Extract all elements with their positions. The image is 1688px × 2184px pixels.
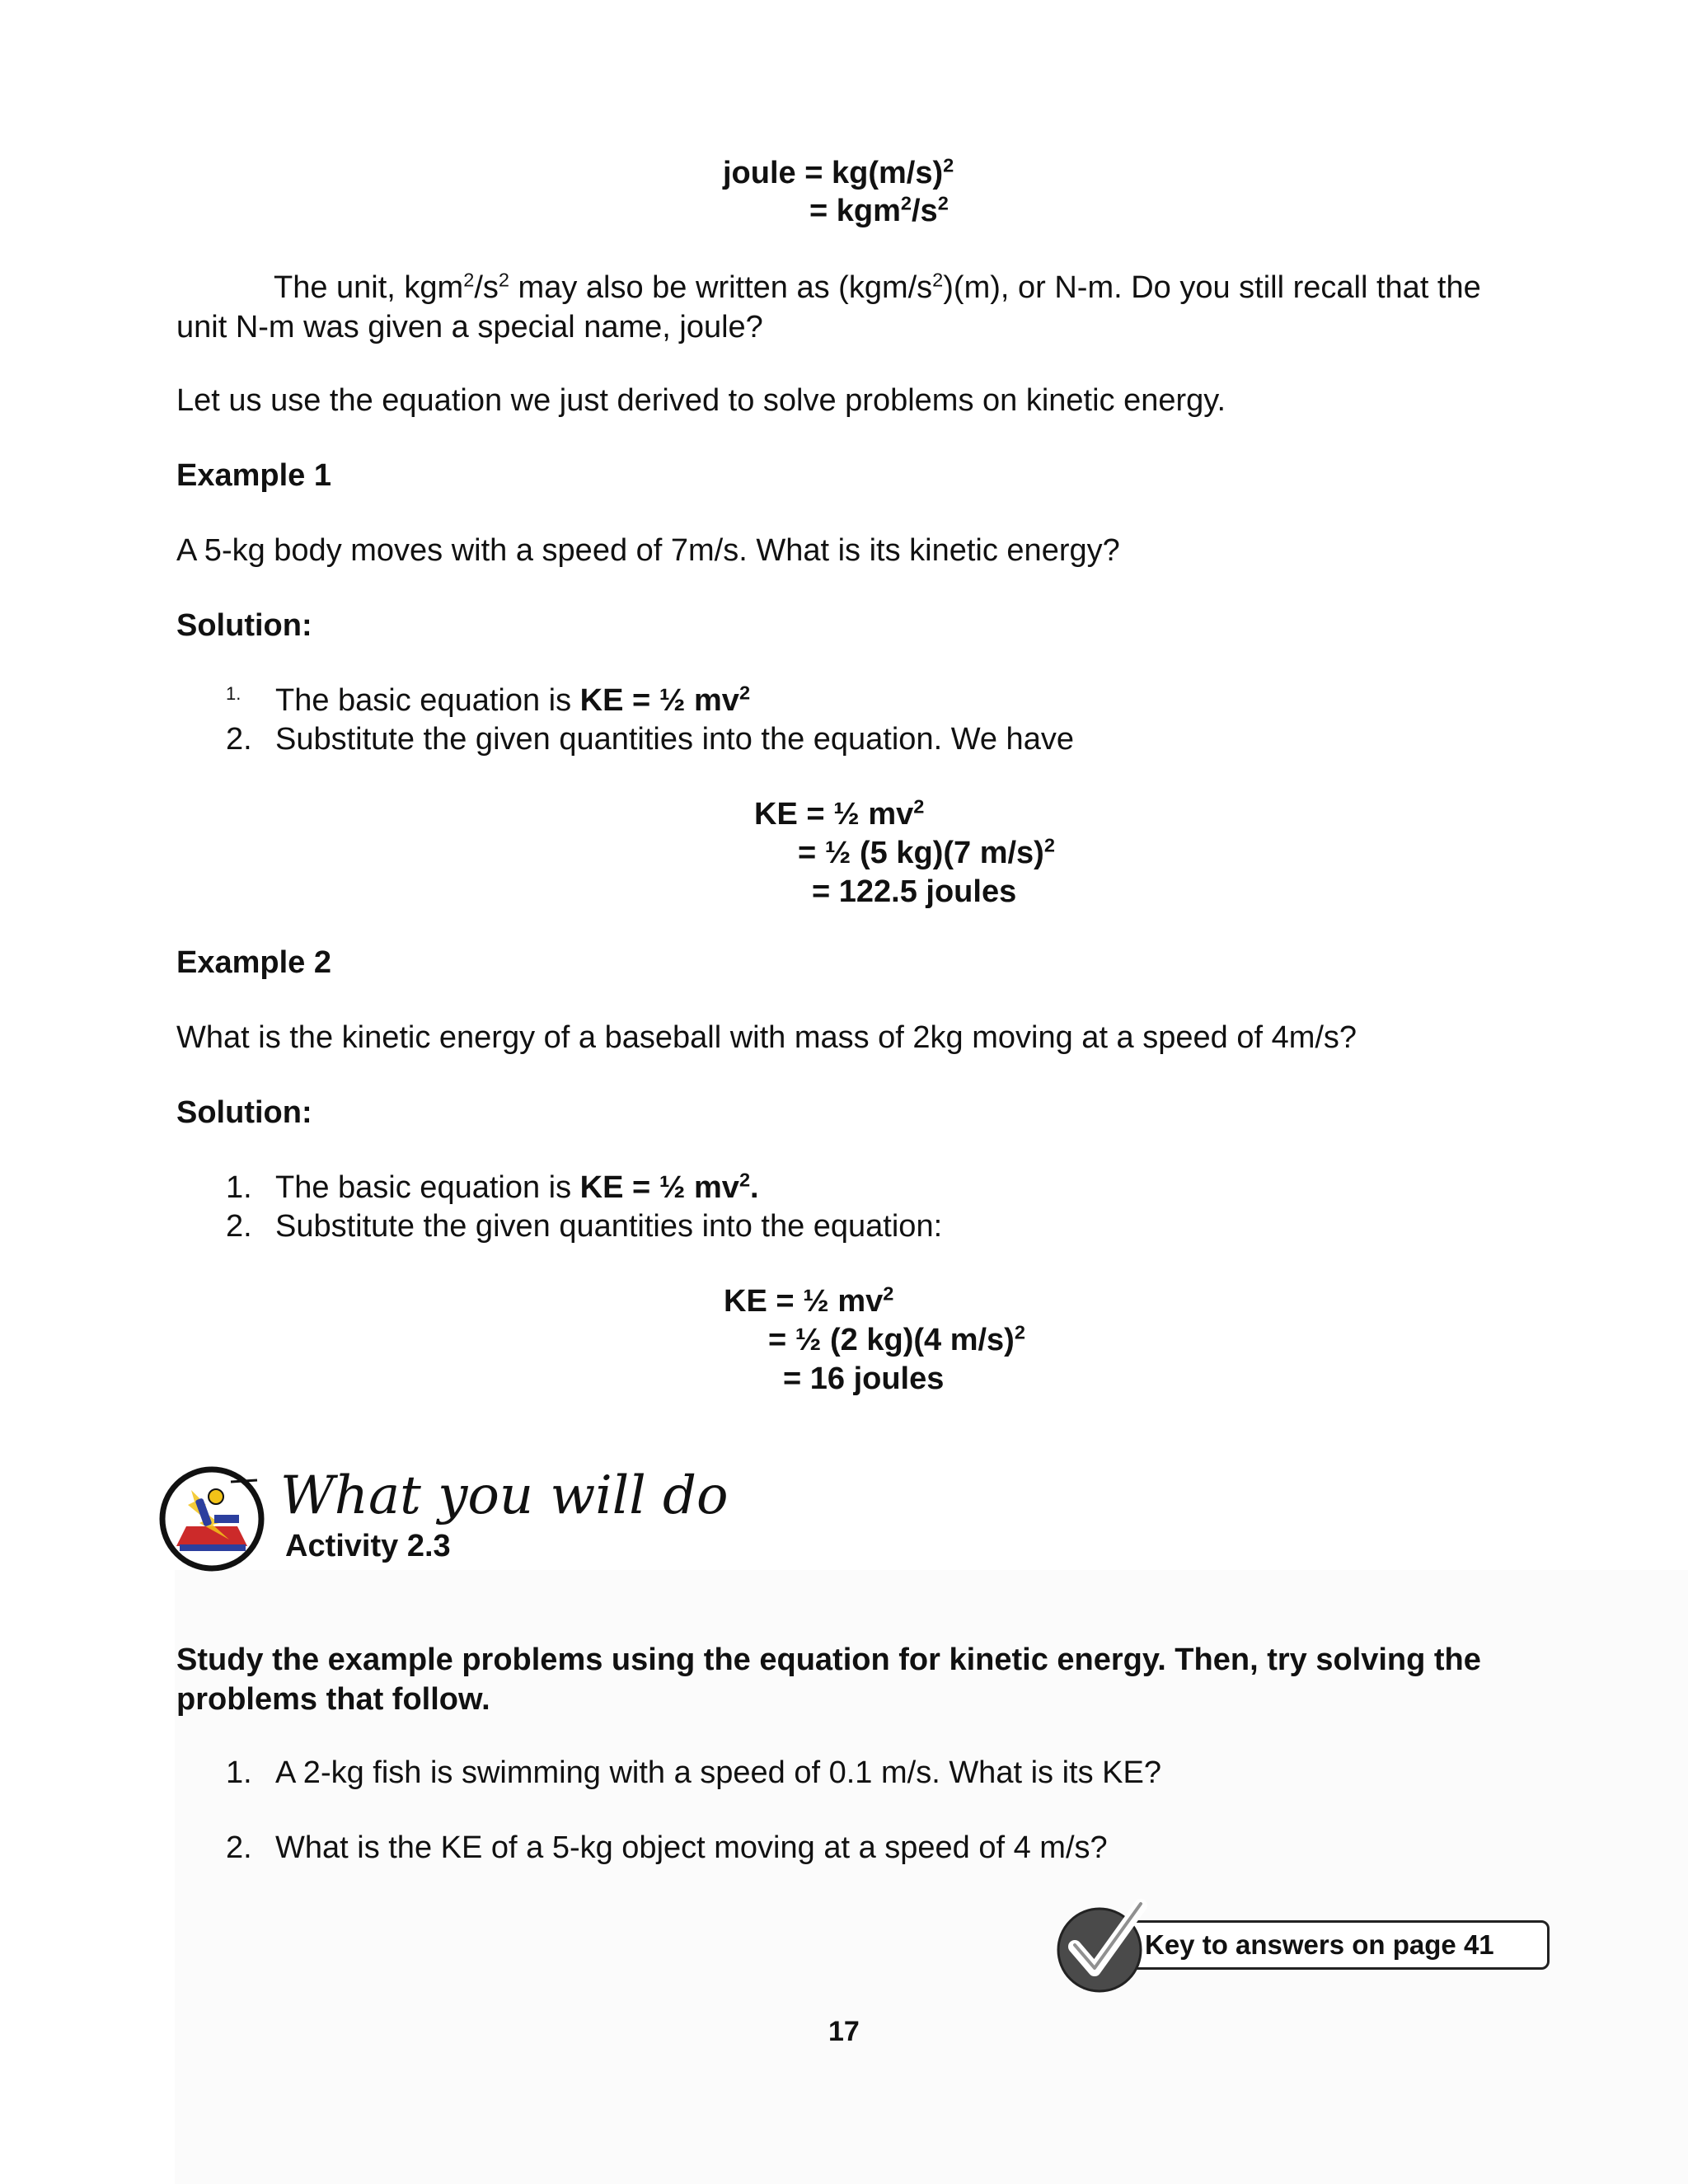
example1-question: A 5-kg body moves with a speed of 7m/s. What is its kinetic energy? (176, 533, 1120, 568)
activity-label: Activity 2.3 (285, 1529, 451, 1563)
joule-equation-line1: joule = $kg(m/s)^2$ (723, 154, 954, 190)
checkmark-icon (1055, 1896, 1154, 1994)
example2-eq-line3: = 16 joules (783, 1361, 945, 1396)
example1-solution-label: Solution: (176, 608, 312, 643)
example1-eq-line1: KE = ½ $mv^2$ (754, 795, 925, 832)
example2-eq-line2: = ½ (2 kg)(4 m/s)$^2$ (768, 1321, 1025, 1357)
example2-question: What is the kinetic energy of a baseball with mass of 2kg moving at a speed of 4m/s? (176, 1020, 1357, 1055)
joule-equation-line2: = $kgm^2/s^2$ (809, 192, 949, 228)
page-number: 17 (828, 2016, 860, 2047)
example1-heading: Example 1 (176, 458, 331, 493)
intro-paragraph: The unit, $kgm^2/s^2$ may also be written as $(kgm/s^2)(m)$, or N-m. Do you still recall that the unit N-m was given a special name, joule? (176, 269, 1481, 344)
example2-solution-label: Solution: (176, 1095, 312, 1130)
activity-icon (158, 1465, 265, 1572)
example1-eq-line3: = 122.5 joules (812, 874, 1017, 909)
answer-key-badge: Key to answers on page 41 (1113, 1920, 1550, 1970)
document-page: joule = $kg(m/s)^2$ = $kgm^2/s^2$ The unit, $kgm^2/s^2$ may also be written as $(kgm/s^2)(m)$, or N-m. Do you still recall that the unit N-m was given a special name, joule? Let us use the equation we just derived to solve problems on kinetic energy. Example 1 A 5-kg body moves with a speed of 7m/s. What is its kinetic energy? Solution: 1. The basic equation is KE = ½ $mv^2$ 2. Substitute the given quantities into the equation. We have KE = ½ $mv^2$ = ½ (5 kg)(7 m/s)$^2$ = 122.5 joules Example 2 What is the kinetic energy of a baseball with mass of 2kg moving at a speed of 4m/s? Solution: 1. The basic equation is KE = ½ $mv^2$. 2. Substitute the given quantities into the equation: KE = ½ $mv^2$ = ½ (2 kg)(4 m/s)$^2$ = 16 joules What you will do Activity 2.3 Study the example problems using the equation for kinetic energy. Then, try solving the problems that follow. 1. A 2-kg fish is swimming with a speed of 0.1 m/s. What is its KE? 2. What is the KE of a 5-kg object moving at a speed of 4 m/s? Key to answers on page 41 17 (0, 0, 1688, 2184)
example2-heading: Example 2 (176, 945, 331, 980)
example2-eq-line1: KE = ½ $mv^2$ (724, 1282, 894, 1319)
intro-sentence: Let us use the equation we just derived to solve problems on kinetic energy. (176, 383, 1226, 418)
activity-instructions: Study the example problems using the equation for kinetic energy. Then, try solving the problems that follow. (176, 1643, 1481, 1717)
example1-eq-line2: = ½ (5 kg)(7 m/s)$^2$ (798, 834, 1055, 870)
activity-script-title: What you will do (280, 1465, 729, 1526)
